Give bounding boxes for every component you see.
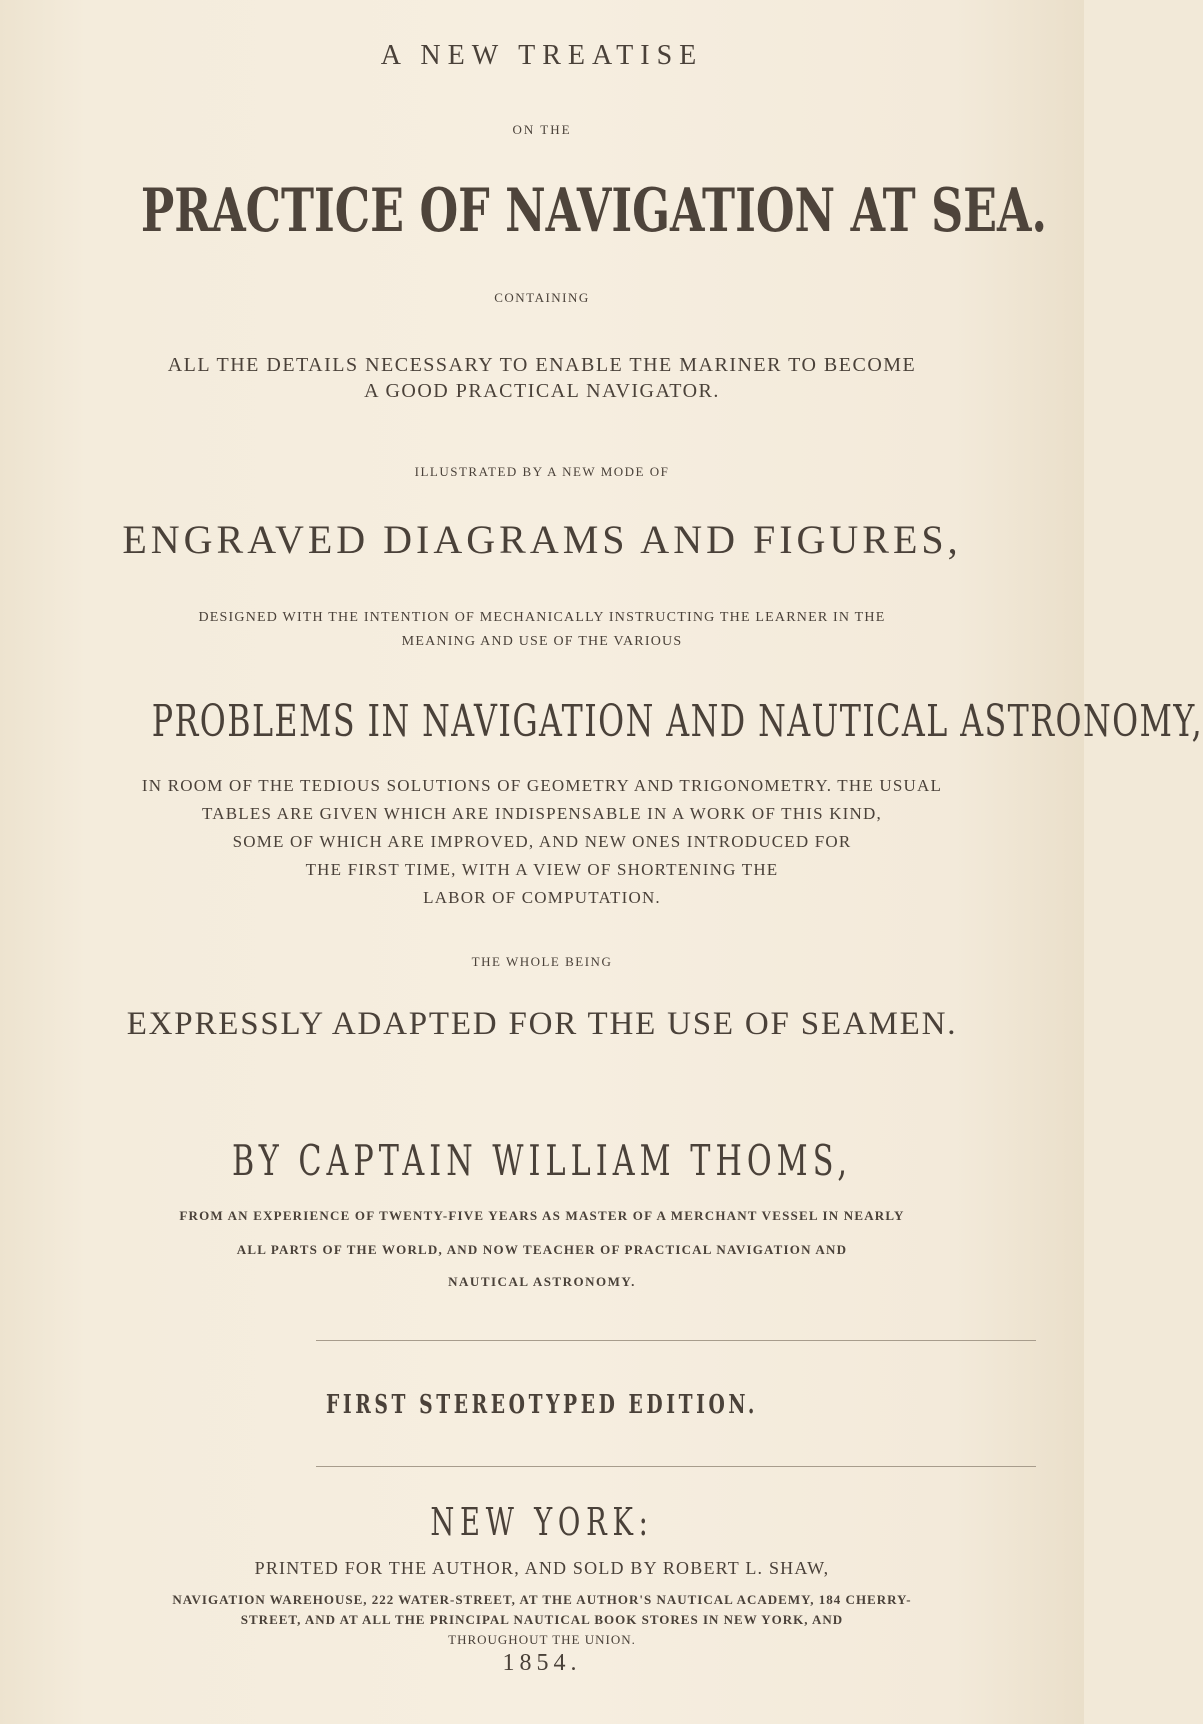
experience-line-2: ALL PARTS OF THE WORLD, AND NOW TEACHER OF PRACTICAL NAVIGATION AND — [236, 1242, 848, 1257]
illustrated-label: ILLUSTRATED BY A NEW MODE OF — [414, 464, 670, 479]
warehouse-line-1: NAVIGATION WAREHOUSE, 222 WATER-STREET, AT THE AUTHOR'S NAUTICAL ACADEMY, 184 CHERRY- — [172, 1592, 912, 1607]
heading-line-1: A NEW TREATISE — [380, 40, 704, 71]
divider-rule-1 — [316, 1340, 1036, 1341]
divider-rule-2 — [316, 1466, 1036, 1467]
experience-line-3: NAUTICAL ASTRONOMY. — [448, 1274, 636, 1289]
whole-being-label: THE WHOLE BEING — [471, 954, 613, 969]
publication-year: 1854. — [502, 1650, 582, 1676]
edition-line: FIRST STEREOTYPED EDITION. — [325, 1390, 759, 1420]
room-line-3: SOME OF WHICH ARE IMPROVED, AND NEW ONES INTRODUCED FOR — [232, 832, 852, 851]
description-line-2: A GOOD PRACTICAL NAVIGATOR. — [364, 380, 720, 402]
experience-line-1: FROM AN EXPERIENCE OF TWENTY-FIVE YEARS AS MASTER OF A MERCHANT VESSEL IN NEARLY — [179, 1208, 905, 1223]
designed-line-2: MEANING AND USE OF THE VARIOUS — [401, 634, 683, 649]
containing-label: CONTAINING — [494, 290, 590, 305]
room-line-2: TABLES ARE GIVEN WHICH ARE INDISPENSABLE IN A WORK OF THIS KIND, — [202, 804, 882, 823]
room-line-5: LABOR OF COMPUTATION. — [423, 888, 661, 907]
expressly-heading: EXPRESSLY ADAPTED FOR THE USE OF SEAMEN. — [126, 1006, 958, 1042]
page-title: PRACTICE OF NAVIGATION AT SEA. — [140, 176, 1047, 246]
room-line-4: THE FIRST TIME, WITH A VIEW OF SHORTENING THE — [305, 860, 779, 879]
problems-heading: PROBLEMS IN NAVIGATION AND NAUTICAL ASTRONOMY, — [151, 696, 1203, 747]
room-line-1: IN ROOM OF THE TEDIOUS SOLUTIONS OF GEOMETRY AND TRIGONOMETRY. THE USUAL — [141, 776, 943, 795]
warehouse-line-2: STREET, AND AT ALL THE PRINCIPAL NAUTICAL BOOK STORES IN NEW YORK, AND — [240, 1612, 844, 1627]
description-line-1: ALL THE DETAILS NECESSARY TO ENABLE THE MARINER TO BECOME — [167, 354, 917, 376]
author-line: BY CAPTAIN WILLIAM THOMS, — [231, 1136, 853, 1185]
printed-line: PRINTED FOR THE AUTHOR, AND SOLD BY ROBERT L. SHAW, — [254, 1558, 830, 1578]
city-line: NEW YORK: — [430, 1500, 654, 1544]
heading-line-2: ON THE — [512, 122, 572, 137]
engraved-heading: ENGRAVED DIAGRAMS AND FIGURES, — [122, 517, 962, 562]
designed-line-1: DESIGNED WITH THE INTENTION OF MECHANICALLY INSTRUCTING THE LEARNER IN THE — [198, 610, 886, 625]
warehouse-line-3: THROUGHOUT THE UNION. — [448, 1632, 636, 1647]
